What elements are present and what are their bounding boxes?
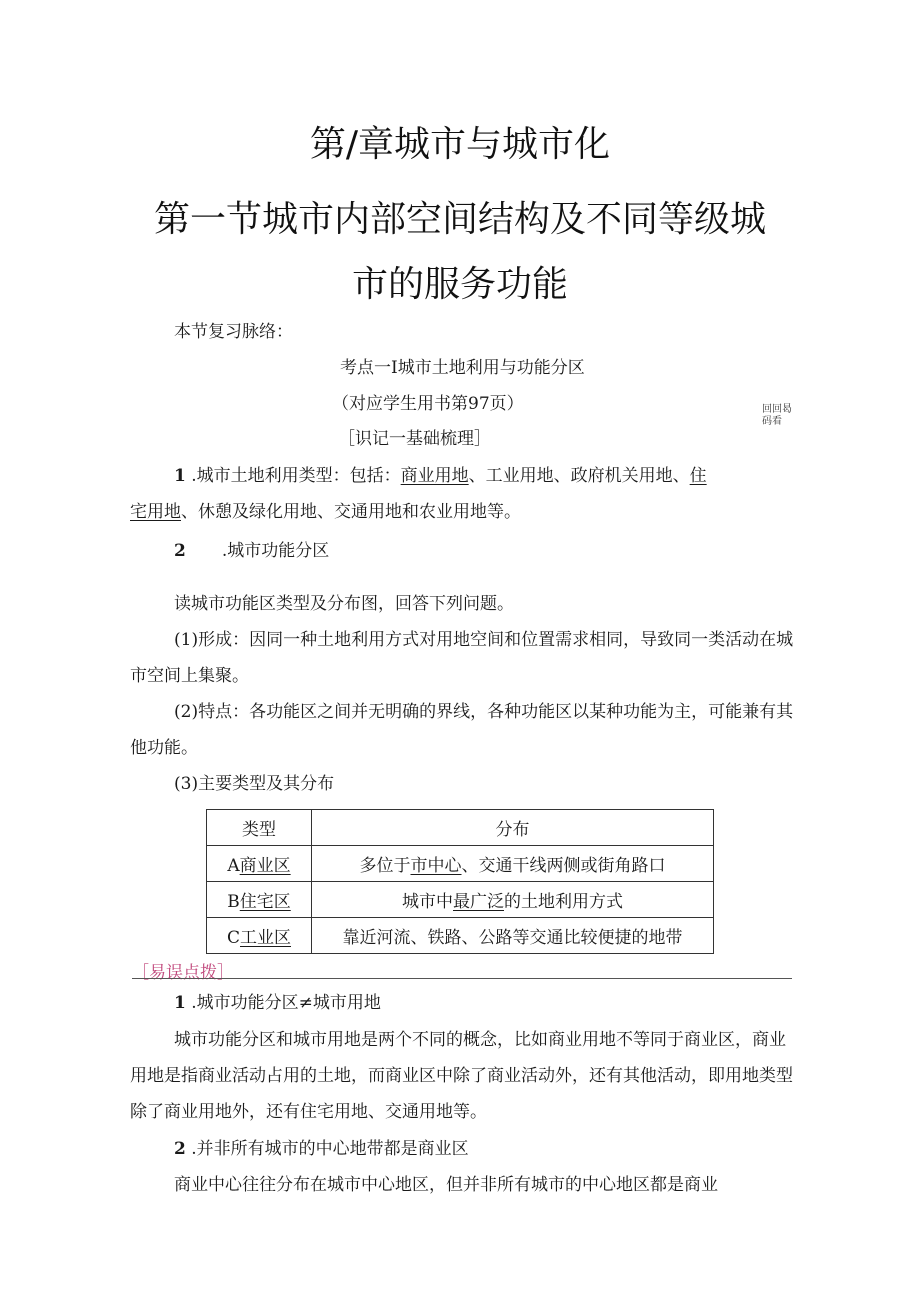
table-row: [207, 846, 714, 882]
section-title-line2: 市的服务功能: [351, 264, 568, 305]
table-header-row: [207, 810, 714, 846]
table-row: [207, 882, 714, 918]
tip1-line2: 用地是指商业活动占用的土地，而商业区中除了商业活动外，还有其他活动，即用地类型: [130, 1066, 793, 1086]
tip2-heading: 2 .并非所有城市的中心地带都是商业区: [174, 1139, 469, 1159]
point1-line1: 1 .城市土地利用类型：包括：商业用地、工业用地、政府机关用地、住: [174, 466, 707, 486]
tips-label: ［易误点拨］: [132, 963, 234, 983]
tip1-line3: 除了商业用地外，还有住宅用地、交通用地等。: [130, 1102, 487, 1122]
tip1-line1: 城市功能分区和城市用地是两个不同的概念，比如商业用地不等同于商业区，商业: [174, 1030, 786, 1050]
tip1-heading: 1 .城市功能分区≠城市用地: [174, 993, 381, 1013]
header-distribution: 分布: [312, 810, 714, 846]
point1-line2: 宅用地、休憩及绿化用地、交通用地和农业用地等。: [130, 502, 521, 522]
formation-line2: 市空间上集聚。: [130, 666, 249, 686]
zone-distribution-cell: 靠近河流、铁路、公路等交通比较便捷的地带: [312, 918, 714, 954]
formation-line1: (1)形成：因同一种土地利用方式对用地空间和位置需求相同，导致同一类活动在城: [174, 630, 794, 650]
answer-residential-land-a: 住: [689, 466, 707, 486]
answer-residential-land-b: 宅用地: [130, 502, 181, 522]
point2-number: 2: [174, 541, 186, 561]
feature-line1: (2)特点：各功能区之间并无明确的界线，各种功能区以某种功能为主，可能兼有其: [174, 702, 794, 722]
tips-divider: [132, 978, 792, 979]
zone-distribution-cell: 多位于市中心、交通干线两侧或街角路口: [312, 846, 714, 882]
subheading-basics: ［识记一基础梳理］: [338, 429, 491, 449]
chapter-title: 第/章城市与城市化: [309, 124, 611, 165]
table-row: [207, 918, 714, 954]
section-title-line1: 第一节城市内部空间结构及不同等级城: [153, 199, 766, 240]
tip1-number: 1: [174, 993, 186, 1013]
point2-instruction: 读城市功能区类型及分布图，回答下列问题。: [174, 594, 514, 614]
review-label: 本节复习脉络：: [174, 322, 293, 342]
zone-type-cell: A商业区: [207, 846, 312, 882]
feature-line2: 他功能。: [130, 738, 198, 758]
zone-type-cell: C工业区: [207, 918, 312, 954]
types-heading: (3)主要类型及其分布: [174, 774, 335, 794]
qr-code-caption: 回回曷码看: [762, 404, 792, 427]
header-type: 类型: [207, 810, 312, 846]
textbook-reference: （对应学生用书第97页）: [332, 394, 524, 414]
tip2-number: 2: [174, 1139, 186, 1159]
point1-number: 1: [174, 466, 186, 486]
point2-heading: 2 .城市功能分区: [174, 541, 330, 561]
answer-commercial-land: 商业用地: [400, 466, 469, 486]
zone-distribution-cell: 城市中最广泛的土地利用方式: [312, 882, 714, 918]
function-zone-table: [206, 809, 714, 954]
tip2-line1: 商业中心往往分布在城市中心地区，但并非所有城市的中心地区都是商业: [174, 1175, 718, 1195]
topic-heading: 考点一I城市土地利用与功能分区: [340, 358, 585, 378]
zone-type-cell: B住宅区: [207, 882, 312, 918]
